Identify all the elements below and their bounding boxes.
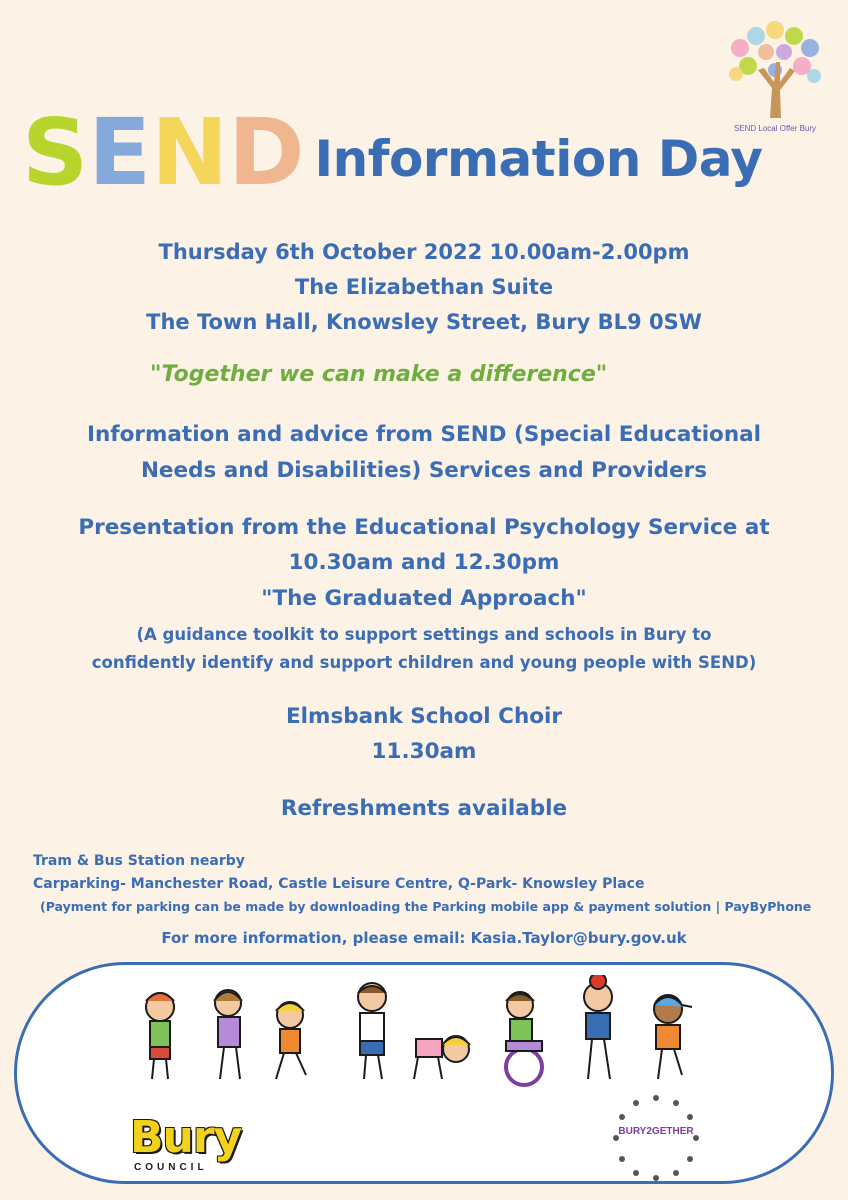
presentation-note-2: confidently identify and support children and young people with SEND) <box>91 653 757 672</box>
event-address: The Town Hall, Knowsley Street, Bury BL9 0SW <box>146 310 702 334</box>
children-illustration <box>120 975 720 1095</box>
contact-email: For more information, please email: Kasia.Taylor@bury.gov.uk <box>161 929 687 947</box>
send-local-offer-caption: SEND Local Offer Bury <box>733 124 817 133</box>
bury2gether-logo <box>608 1090 704 1186</box>
payment-note: (Payment for parking can be made by downloading the Parking mobile app & payment solution | PayByPhone <box>40 899 812 914</box>
title-letter-e: E <box>88 99 152 206</box>
presentation-title: "The Graduated Approach" <box>261 586 587 611</box>
bury2gether-logo-text: BURY2GETHER <box>618 1126 694 1137</box>
page-title <box>22 99 763 206</box>
presentation-line-1: Presentation from the Educational Psychology Service at <box>78 515 770 540</box>
title-information-day: Information Day <box>314 130 763 188</box>
event-venue: The Elizabethan Suite <box>294 275 554 299</box>
info-line-2: Needs and Disabilities) Services and Providers <box>140 458 708 483</box>
title-letter-d: D <box>228 99 305 206</box>
title-letter-s: S <box>22 99 89 206</box>
event-date-time: Thursday 6th October 2022 10.00am-2.00pm <box>158 240 690 264</box>
slogan: "Together we can make a difference" <box>150 362 608 387</box>
presentation-times: 10.30am and 12.30pm <box>288 550 560 575</box>
transport-note: Tram & Bus Station nearby <box>33 853 245 869</box>
bury-council-logo-word: Bury <box>130 1112 242 1163</box>
choir-name: Elmsbank School Choir <box>285 704 562 729</box>
title-letter-n: N <box>151 99 229 206</box>
bury-council-logo-subtext: COUNCIL <box>134 1162 208 1173</box>
info-line-1: Information and advice from SEND (Special Educational <box>86 422 762 447</box>
parking-note: Carparking- Manchester Road, Castle Leisure Centre, Q-Park- Knowsley Place <box>33 876 645 892</box>
presentation-note-1: (A guidance toolkit to support settings and schools in Bury to <box>136 625 712 644</box>
refreshments: Refreshments available <box>280 796 568 821</box>
choir-time: 11.30am <box>371 739 477 764</box>
